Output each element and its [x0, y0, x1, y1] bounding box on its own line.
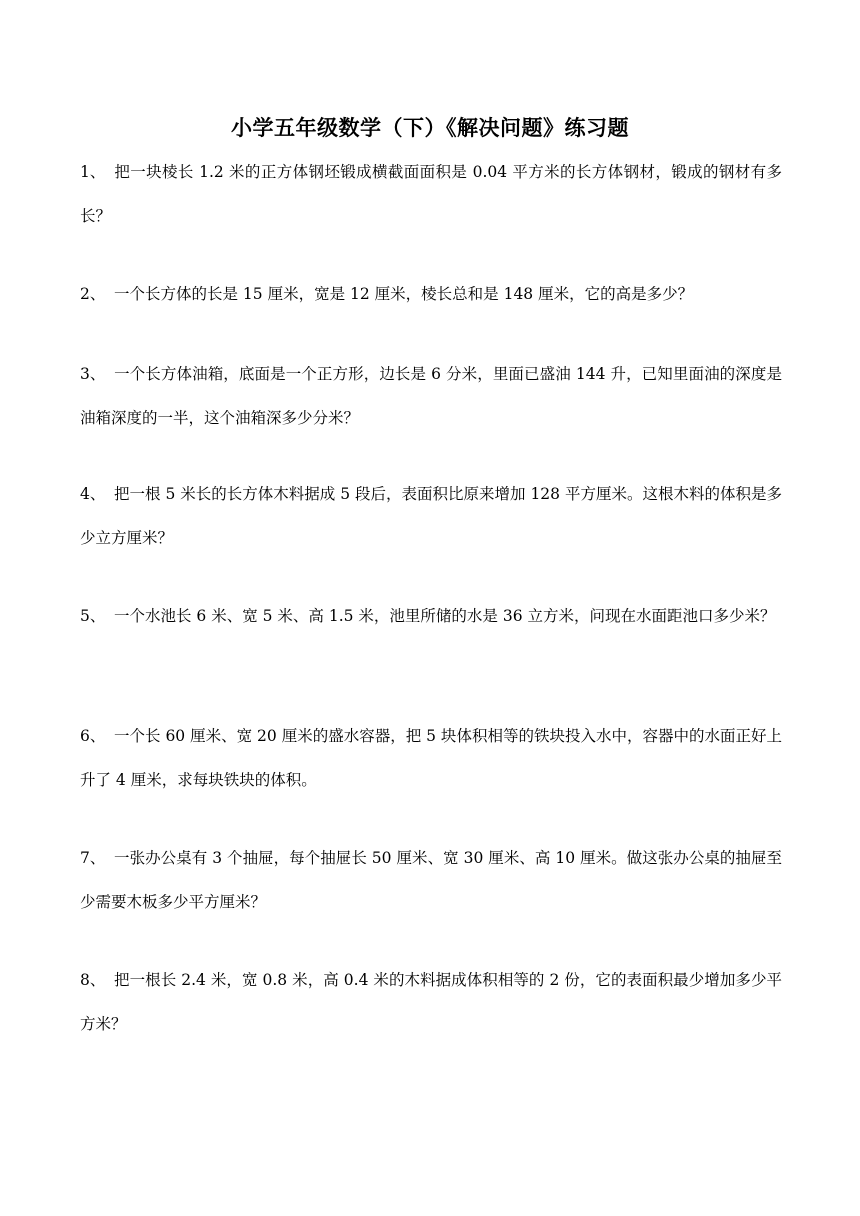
document-title: 小学五年级数学（下）《解决问题》练习题	[231, 115, 629, 140]
question-7	[80, 836, 782, 924]
question-3	[80, 352, 782, 440]
question-number: 3、	[80, 365, 106, 383]
question-text: 一个长 60 厘米、宽 20 厘米的盛水容器，把 5 块体积相等的铁块投入水中，容器中的水面正好上升了 4 厘米，求每块铁块的体积。	[80, 727, 782, 789]
question-2	[80, 272, 782, 316]
question-number: 4、	[80, 485, 106, 503]
question-6	[80, 714, 782, 802]
question-number: 1、	[80, 163, 106, 181]
question-text: 一个长方体油箱，底面是一个正方形，边长是 6 分米，里面已盛油 144 升，已知里面油的深度是油箱深度的一半，这个油箱深多少分米？	[80, 365, 782, 427]
question-text: 把一根长 2.4 米，宽 0.8 米，高 0.4 米的木料据成体积相等的 2 份，它的表面积最少增加多少平方米？	[80, 971, 782, 1033]
question-5	[80, 594, 782, 638]
question-text: 把一块棱长 1.2 米的正方体钢坯锻成横截面面积是 0.04 平方米的长方体钢材，锻成的钢材有多长？	[80, 163, 782, 225]
question-number: 2、	[80, 285, 106, 303]
question-number: 5、	[80, 607, 106, 625]
question-1	[80, 150, 782, 238]
question-text: 一个长方体的长是 15 厘米，宽是 12 厘米，棱长总和是 148 厘米，它的高是多少？	[114, 285, 694, 303]
question-text: 一张办公桌有 3 个抽屉，每个抽屉长 50 厘米、宽 30 厘米、高 10 厘米。做这张办公桌的抽屉至少需要木板多少平方厘米？	[80, 849, 782, 911]
question-number: 7、	[80, 849, 106, 867]
question-8	[80, 958, 782, 1046]
question-4	[80, 472, 782, 560]
question-number: 6、	[80, 727, 106, 745]
question-text: 把一根 5 米长的长方体木料据成 5 段后，表面积比原来增加 128 平方厘米。这根木料的体积是多少立方厘米？	[80, 485, 782, 547]
question-text: 一个水池长 6 米、宽 5 米、高 1.5 米，池里所储的水是 36 立方米，问现在水面距池口多少米？	[114, 607, 776, 625]
question-number: 8、	[80, 971, 106, 989]
